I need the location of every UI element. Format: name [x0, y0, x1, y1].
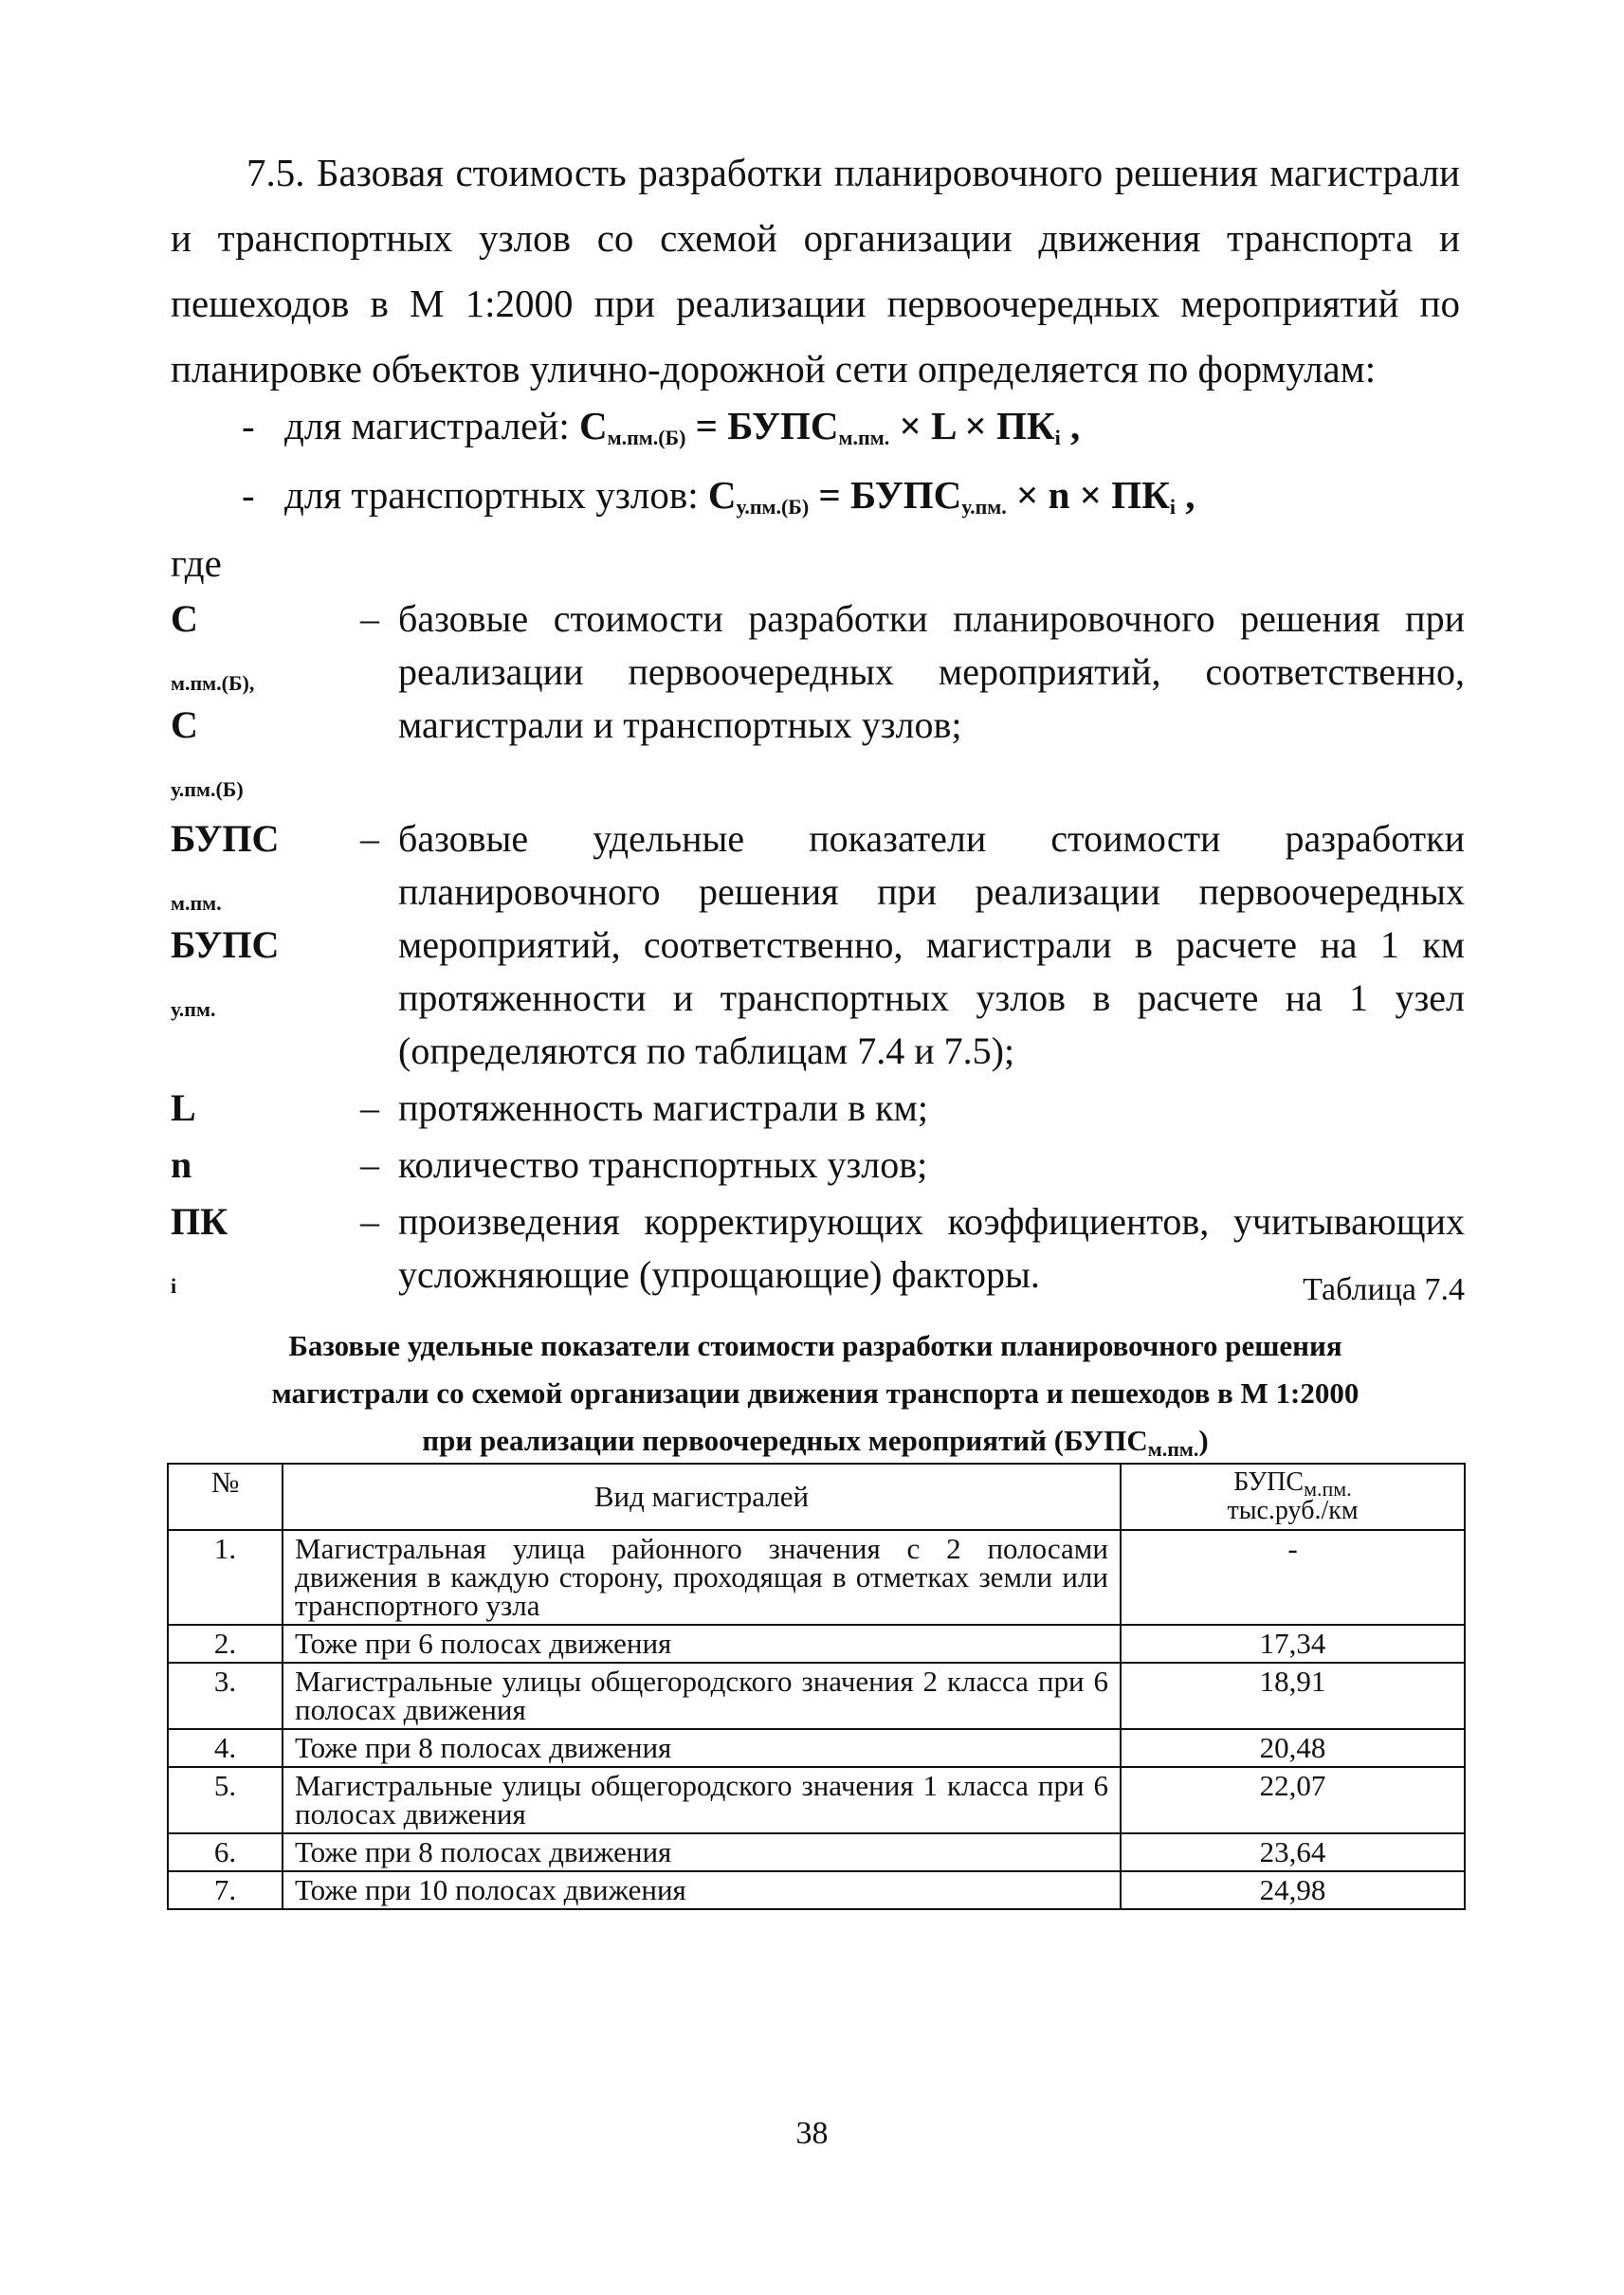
cell-number: 6.	[168, 1833, 283, 1871]
cell-name: Тоже при 6 полосах движения	[283, 1625, 1121, 1663]
cell-value: 22,07	[1121, 1767, 1465, 1833]
header-value: $БУПС_{м.пм.}$ тыс.руб./км	[1121, 1464, 1465, 1530]
cell-value: 24,98	[1121, 1871, 1465, 1909]
caption-line: при реализации первоочередных мероприятий $(БУПС_{м.пм.})$	[422, 1424, 1209, 1461]
cell-number: 2.	[168, 1625, 283, 1663]
formula-label: для транспортных узлов:	[284, 473, 699, 517]
definition-text: количество транспортных узлов;	[398, 1143, 928, 1186]
table-row	[168, 1625, 1465, 1663]
table-row	[168, 1663, 1465, 1729]
cell-name: Тоже при 8 полосах движения	[283, 1833, 1121, 1871]
formula-label: для магистралей:	[284, 404, 570, 447]
where-label: где	[171, 541, 222, 585]
definition-symbol: БУПС $_{м.пм.}$ БУПС $_{у.пм.}$	[171, 817, 280, 1021]
cell-number: 4.	[168, 1729, 283, 1767]
formula-expression: $С_{м.пм.(Б)}$ = $БУПС_{м.пм.} \times L \times ПК_i$ ,	[578, 404, 1081, 449]
cell-name: Магистральные улицы общегородского значения 1 класса при 6 полосах движения	[283, 1767, 1121, 1833]
definition-text: базовые удельные показатели стоимости разработки планировочного решения при реализации первоочередных мероприятий, соответственно, магистрали в расчете на 1 км протяженности и транспортных узлов в расчете на 1 узел (определяются по таблицам 7.4 и 7.5);	[398, 817, 1465, 1072]
table-number: Таблица 7.4	[1303, 1272, 1465, 1307]
definition-symbol: n	[171, 1143, 192, 1186]
definition-item: L – протяженность магистрали в км;	[171, 1082, 1465, 1135]
cell-number: 7.	[168, 1871, 283, 1909]
cell-number: 3.	[168, 1663, 283, 1729]
cell-number: 5.	[168, 1767, 283, 1833]
definitions-list	[171, 592, 1465, 1302]
definition-item: БУПС $_{м.пм.}$ БУПС $_{у.пм.}$ – базовые удельные показатели стоимости разработки планировочного решения при реализации первоочередных мероприятий, соответственно, магистрали в расчете на 1 км протяженности и транспортных узлов в расчете на 1 узел (определяются по таблицам 7.4 и 7.5);	[171, 812, 1465, 1078]
definition-text: протяженность магистрали в км;	[398, 1086, 928, 1129]
table-row	[168, 1833, 1465, 1871]
definition-item: n – количество транспортных узлов;	[171, 1138, 1465, 1192]
intro-text: 7.5. Базовая стоимость разработки планировочного решения магистрали и транспортных узлов со схемой организации движения транспорта и пешеходов в М 1:2000 при реализации первоочередных мероприятий по планировке объектов улично-дорожной сети определяется по формулам:	[171, 151, 1460, 391]
cell-name: Тоже при 10 полосах движения	[283, 1871, 1121, 1909]
table-row	[168, 1767, 1465, 1833]
intro-paragraph	[171, 140, 1460, 402]
definition-text: произведения корректирующих коэффициентов, учитывающих усложняющие (упрощающие) факторы.	[398, 1200, 1465, 1296]
formula-junctions: - для транспортных узлов: $С_{у.пм.(Б)}$ = $БУПС_{у.пм.} \times n \times ПК_i$ ,	[242, 473, 1195, 519]
cell-value: -	[1121, 1530, 1465, 1625]
formula-expression: $С_{у.пм.(Б)}$ = $БУПС_{у.пм.} \times n \times ПК_i$ ,	[707, 473, 1195, 519]
definition-symbol: ПК $_i$	[171, 1200, 228, 1298]
cell-name: Тоже при 8 полосах движения	[283, 1729, 1121, 1767]
definition-symbol: С $_{м.пм.(Б),}$ С $_{у.пм.(Б)}$	[171, 597, 255, 801]
cell-value: 20,48	[1121, 1729, 1465, 1767]
definition-symbol: L	[171, 1086, 196, 1129]
table-row	[168, 1530, 1465, 1625]
formula-highways: - для магистралей: $С_{м.пм.(Б)}$ = $БУПС_{м.пм.} \times L \times ПК_i$ ,	[242, 404, 1081, 449]
cell-value: 18,91	[1121, 1663, 1465, 1729]
cell-value: 17,34	[1121, 1625, 1465, 1663]
table-header-row	[168, 1464, 1465, 1530]
table-caption	[161, 1322, 1469, 1465]
table-row	[168, 1729, 1465, 1767]
header-number: №	[168, 1464, 283, 1530]
definition-text: базовые стоимости разработки планировочного решения при реализации первоочередных мероприятий, соответственно, магистрали и транспортных узлов;	[398, 597, 1465, 746]
table-row	[168, 1871, 1465, 1909]
cell-name: Магистральные улицы общегородского значения 2 класса при 6 полосах движения	[283, 1663, 1121, 1729]
cell-name: Магистральная улица районного значения с 2 полосами движения в каждую сторону, проходящая в отметках земли или транспортного узла	[283, 1530, 1121, 1625]
caption-line: Базовые удельные показатели стоимости разработки планировочного решения	[288, 1329, 1342, 1362]
cell-number: 1.	[168, 1530, 283, 1625]
page-number: 38	[795, 2116, 829, 2151]
header-name: Вид магистралей	[283, 1464, 1121, 1530]
cell-value: 23,64	[1121, 1833, 1465, 1871]
caption-line: магистрали со схемой организации движения транспорта и пешеходов в М 1:2000	[271, 1376, 1359, 1410]
definition-item: ПК $_i$ – произведения корректирующих коэффициентов, учитывающих усложняющие (упрощающие) факторы.	[171, 1195, 1465, 1302]
definition-item: С $_{м.пм.(Б),}$ С $_{у.пм.(Б)}$ – базовые стоимости разработки планировочного решения при реализации первоочередных мероприятий, соответственно, магистрали и транспортных узлов;	[171, 592, 1465, 805]
cost-table	[167, 1463, 1466, 1910]
